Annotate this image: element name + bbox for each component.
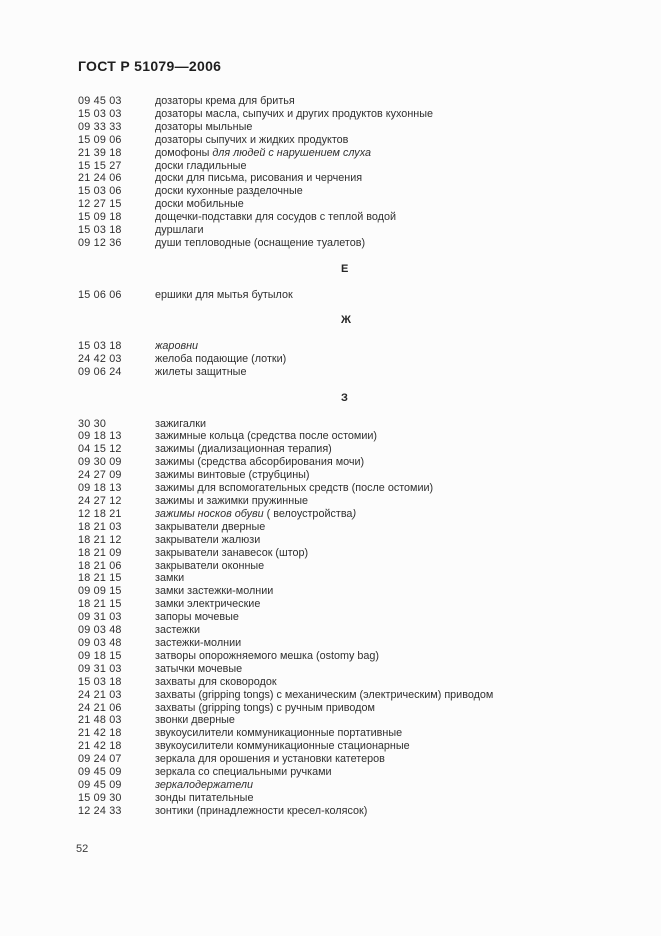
list-item — [78, 753, 641, 766]
item-description: захваты для сковородок — [155, 675, 277, 688]
document-title: ГОСТ Р 51079—2006 — [78, 58, 222, 74]
item-code: 21 48 03 — [78, 714, 122, 727]
item-code: 18 21 03 — [78, 520, 122, 533]
item-code: 12 27 15 — [78, 198, 122, 211]
item-description: звукоусилители коммуникационные портативные — [155, 727, 403, 740]
item-description: дозаторы крема для бритья — [155, 95, 295, 107]
list-item — [78, 547, 641, 560]
item-description: застежки-молнии — [155, 636, 242, 649]
list-item — [78, 418, 641, 431]
list-item — [78, 727, 641, 740]
item-code: 15 03 06 — [78, 185, 122, 198]
item-description: желоба подающие (лотки) — [155, 353, 287, 366]
list-item — [78, 237, 641, 250]
item-code: 21 24 06 — [78, 172, 122, 185]
item-description: зажимы (средства абсорбирования мочи) — [155, 456, 365, 469]
item-code: 15 03 03 — [78, 107, 122, 120]
list-item — [78, 572, 641, 585]
item-code: 15 03 18 — [78, 675, 122, 688]
list-item — [78, 224, 641, 237]
item-description: зажимы винтовые (струбцины) — [155, 469, 310, 482]
item-description: жилеты защитные — [155, 365, 247, 378]
item-description: закрыватели жалюзи — [155, 533, 261, 546]
list-item — [78, 534, 641, 547]
item-code: 04 15 12 — [78, 443, 122, 456]
list-item — [78, 779, 641, 792]
list-item — [78, 495, 641, 508]
item-description: закрыватели занавесок (штор) — [155, 546, 309, 559]
item-description: зажимы и зажимки пружинные — [155, 495, 309, 507]
item-description: звонки дверные — [155, 714, 235, 727]
list-item — [78, 469, 641, 482]
item-code: 12 24 33 — [78, 804, 122, 817]
section-letter: Ж — [341, 314, 351, 327]
list-item — [78, 147, 641, 160]
item-description: зонды питательные — [155, 791, 254, 804]
item-description: души тепловодные (оснащение туалетов) — [155, 236, 366, 249]
list-item — [78, 598, 641, 611]
list-item — [78, 95, 641, 108]
list-item — [78, 289, 641, 302]
item-description: дуршлаги — [155, 224, 204, 237]
item-code: 09 18 15 — [78, 649, 122, 662]
item-description: зажигалки — [155, 417, 206, 430]
item-code: 15 09 06 — [78, 133, 122, 146]
item-description: дозаторы сыпучих и жидких продуктов — [155, 133, 349, 146]
item-code: 24 42 03 — [78, 353, 122, 366]
item-description: зеркалодержатели — [155, 778, 254, 791]
list-item — [78, 366, 641, 379]
section-letter: З — [341, 391, 348, 404]
list-item — [78, 198, 641, 211]
list-item — [78, 521, 641, 534]
item-code: 18 21 09 — [78, 546, 122, 559]
item-code: 09 18 13 — [78, 430, 122, 443]
item-code: 21 39 18 — [78, 146, 122, 159]
item-code: 15 03 18 — [78, 340, 122, 353]
item-code: 18 21 15 — [78, 572, 122, 585]
item-code: 15 03 18 — [78, 224, 122, 237]
item-code: 21 42 18 — [78, 727, 122, 740]
section-letter: Е — [341, 262, 349, 275]
list-item — [78, 172, 641, 185]
item-code: 09 31 03 — [78, 611, 122, 624]
item-code: 09 45 03 — [78, 95, 122, 107]
list-item — [78, 637, 641, 650]
list-item — [78, 676, 641, 689]
list-item — [78, 340, 641, 353]
item-description: звукоусилители коммуникационные стационарные — [155, 740, 410, 753]
item-description: зажимы (диализационная терапия) — [155, 443, 332, 456]
item-code: 18 21 06 — [78, 559, 122, 572]
list-item — [78, 508, 641, 521]
item-code: 09 09 15 — [78, 585, 122, 598]
item-description: затычки мочевые — [155, 662, 243, 675]
item-code: 09 12 36 — [78, 236, 122, 249]
item-description: застежки — [155, 624, 201, 637]
list-item — [78, 443, 641, 456]
list-item — [78, 624, 641, 637]
item-code: 21 42 18 — [78, 740, 122, 753]
item-description: доски мобильные — [155, 198, 244, 211]
item-code: 09 06 24 — [78, 365, 122, 378]
list-item — [78, 611, 641, 624]
list-item — [78, 121, 641, 134]
item-description: затворы опорожняемого мешка (ostomy bag) — [155, 649, 380, 662]
item-description: зеркала со специальными ручками — [155, 766, 332, 779]
list-item — [78, 560, 641, 573]
item-code: 18 21 12 — [78, 533, 122, 546]
item-description: домофоны для людей с нарушением слуха — [155, 146, 371, 159]
term-list — [78, 95, 641, 818]
item-description: зонтики (принадлежности кресел-колясок) — [155, 804, 368, 817]
item-description: захваты (gripping tongs) с ручным приводом — [155, 701, 375, 714]
list-item — [78, 482, 641, 495]
item-code: 24 21 03 — [78, 688, 122, 701]
item-code: 09 45 09 — [78, 766, 122, 779]
list-item — [78, 689, 641, 702]
item-code: 24 27 09 — [78, 469, 122, 482]
item-code: 09 30 09 — [78, 456, 122, 469]
list-item — [78, 650, 641, 663]
list-item — [78, 185, 641, 198]
list-item — [78, 766, 641, 779]
item-description: зажимы для вспомогательных средств (после остомии) — [155, 482, 434, 495]
list-item — [78, 430, 641, 443]
item-code: 15 06 06 — [78, 288, 122, 301]
item-code: 09 24 07 — [78, 753, 122, 766]
item-description: дозаторы мыльные — [155, 120, 253, 133]
item-description: доски для письма, рисования и черчения — [155, 172, 363, 185]
list-item — [78, 456, 641, 469]
item-description: замки электрические — [155, 598, 261, 611]
item-code: 09 33 33 — [78, 120, 122, 133]
list-item — [78, 353, 641, 366]
item-description: дозаторы масла, сыпучих и других продуктов кухонные — [155, 107, 434, 120]
item-code: 15 15 27 — [78, 159, 122, 172]
item-description: зажимные кольца (средства после остомии) — [155, 430, 377, 443]
page-number: 52 — [76, 843, 89, 855]
list-item — [78, 740, 641, 753]
item-code: 15 09 18 — [78, 211, 122, 224]
item-description: закрыватели дверные — [155, 520, 266, 533]
item-code: 24 27 12 — [78, 495, 122, 507]
item-description: замки застежки-молнии — [155, 585, 274, 598]
list-item — [78, 108, 641, 121]
list-item — [78, 702, 641, 715]
list-item — [78, 805, 641, 818]
item-code: 09 03 48 — [78, 624, 122, 637]
item-code: 12 18 21 — [78, 507, 122, 520]
item-code: 24 21 06 — [78, 701, 122, 714]
item-description: доски гладильные — [155, 159, 247, 172]
item-code: 30 30 — [78, 417, 107, 430]
item-code: 09 31 03 — [78, 662, 122, 675]
item-description: закрыватели оконные — [155, 559, 265, 572]
list-item — [78, 585, 641, 598]
item-description: жаровни — [155, 340, 199, 353]
list-item — [78, 134, 641, 147]
list-item — [78, 714, 641, 727]
item-description: захваты (gripping tongs) с механическим (электрическим) приводом — [155, 688, 494, 701]
list-item — [78, 211, 641, 224]
list-item — [78, 663, 641, 676]
item-code: 09 45 09 — [78, 778, 122, 791]
item-code: 09 18 13 — [78, 482, 122, 495]
item-code: 09 03 48 — [78, 636, 122, 649]
item-description: ершики для мытья бутылок — [155, 288, 293, 301]
item-description: зажимы носков обуви ( велоустройства) — [155, 507, 357, 520]
list-item — [78, 160, 641, 173]
item-description: замки — [155, 572, 185, 585]
item-code: 15 09 30 — [78, 791, 122, 804]
list-item — [78, 792, 641, 805]
item-description: зеркала для орошения и установки катетеров — [155, 753, 385, 766]
item-description: дощечки-подставки для сосудов с теплой водой — [155, 211, 397, 224]
item-description: доски кухонные разделочные — [155, 185, 303, 198]
item-description: запоры мочевые — [155, 611, 239, 624]
item-code: 18 21 15 — [78, 598, 122, 611]
